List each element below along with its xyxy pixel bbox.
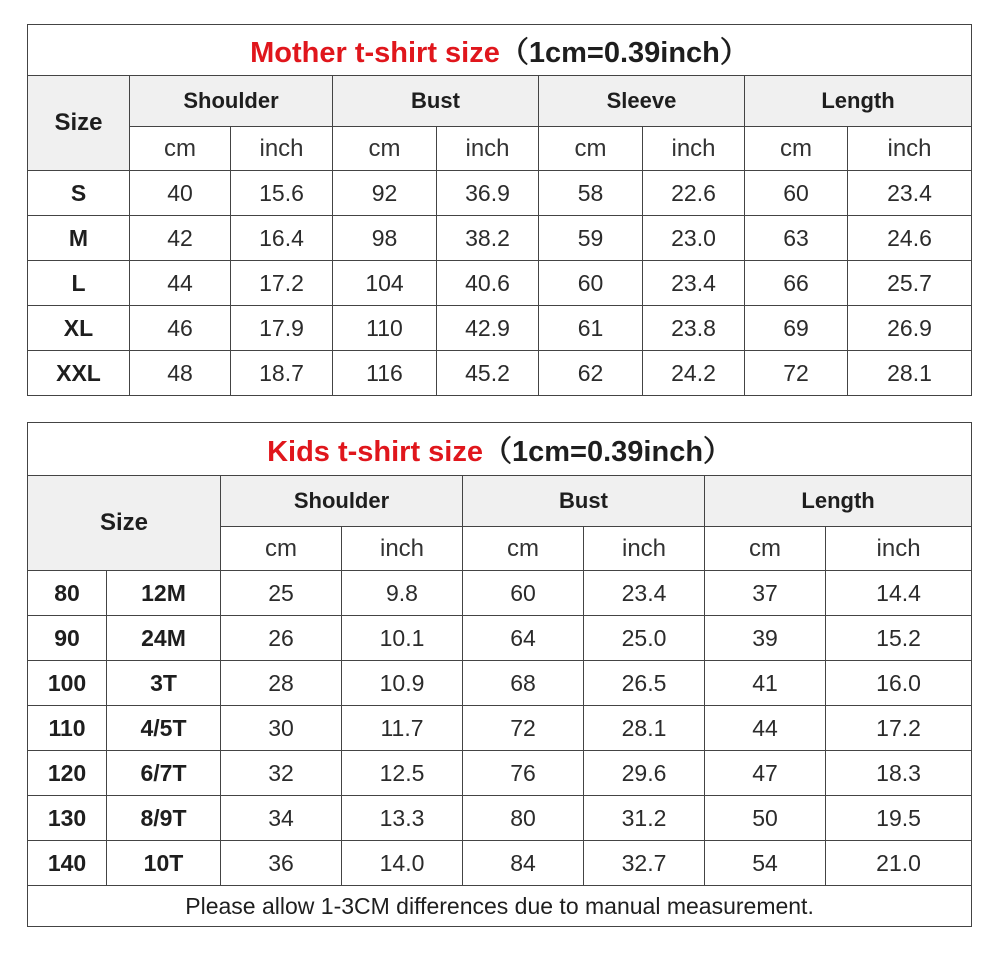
measurement-cell: 48 (130, 351, 231, 396)
measurement-cell: 29.6 (584, 751, 705, 796)
kids-title-conversion: （1cm=0.39inch） (483, 435, 733, 468)
size-label-cell: 100 (28, 661, 107, 706)
kids-size-header: Size (28, 476, 221, 571)
measurement-cell: 66 (745, 261, 848, 306)
measurement-cell: 45.2 (437, 351, 539, 396)
unit-cm-header: cm (745, 127, 848, 171)
measurement-cell: 40.6 (437, 261, 539, 306)
measurement-cell: 104 (333, 261, 437, 306)
size-label-cell: 130 (28, 796, 107, 841)
size-label-cell: XXL (28, 351, 130, 396)
mother-table-title (28, 25, 972, 76)
unit-inch-header: inch (826, 527, 972, 571)
measurement-cell: 28.1 (584, 706, 705, 751)
unit-cm-header: cm (130, 127, 231, 171)
unit-cm-header: cm (705, 527, 826, 571)
measurement-cell: 17.2 (231, 261, 333, 306)
measurement-cell: 61 (539, 306, 643, 351)
size-label-cell: S (28, 171, 130, 216)
unit-cm-header: cm (333, 127, 437, 171)
measurement-cell: 63 (745, 216, 848, 261)
measurement-cell: 28 (221, 661, 342, 706)
unit-cm-header: cm (221, 527, 342, 571)
measurement-cell: 19.5 (826, 796, 972, 841)
measurement-cell: 92 (333, 171, 437, 216)
measurement-cell: 23.4 (584, 571, 705, 616)
unit-cm-header: cm (539, 127, 643, 171)
measurement-cell: 23.4 (643, 261, 745, 306)
measurement-cell: 18.3 (826, 751, 972, 796)
measurement-cell: 15.2 (826, 616, 972, 661)
measurement-cell: 10.9 (342, 661, 463, 706)
measurement-cell: 50 (705, 796, 826, 841)
size-label-cell: 12M (107, 571, 221, 616)
table-row (28, 171, 972, 216)
measurement-cell: 16.4 (231, 216, 333, 261)
unit-inch-header: inch (848, 127, 972, 171)
unit-cm-header: cm (463, 527, 584, 571)
measurement-cell: 41 (705, 661, 826, 706)
measurement-cell: 68 (463, 661, 584, 706)
table-row (28, 351, 972, 396)
measurement-cell: 14.4 (826, 571, 972, 616)
measurement-cell: 98 (333, 216, 437, 261)
measurement-cell: 24.6 (848, 216, 972, 261)
unit-inch-header: inch (231, 127, 333, 171)
mother-group-header: Shoulder (130, 76, 333, 127)
size-label-cell: 3T (107, 661, 221, 706)
size-label-cell: 24M (107, 616, 221, 661)
measurement-cell: 14.0 (342, 841, 463, 886)
measurement-cell: 62 (539, 351, 643, 396)
measurement-cell: 36.9 (437, 171, 539, 216)
size-label-cell: 110 (28, 706, 107, 751)
size-label-cell: L (28, 261, 130, 306)
measurement-cell: 16.0 (826, 661, 972, 706)
measurement-cell: 25.0 (584, 616, 705, 661)
measurement-cell: 21.0 (826, 841, 972, 886)
measurement-cell: 72 (463, 706, 584, 751)
measurement-cell: 26.9 (848, 306, 972, 351)
unit-inch-header: inch (342, 527, 463, 571)
measurement-cell: 44 (705, 706, 826, 751)
measurement-cell: 37 (705, 571, 826, 616)
mother-group-header: Bust (333, 76, 539, 127)
kids-group-header: Bust (463, 476, 705, 527)
measurement-cell: 110 (333, 306, 437, 351)
measurement-cell: 36 (221, 841, 342, 886)
measurement-note: Please allow 1-3CM differences due to manual measurement. (28, 886, 972, 927)
mother-table-body (28, 171, 972, 396)
mother-size-table (27, 24, 972, 396)
measurement-cell: 42.9 (437, 306, 539, 351)
table-row (28, 216, 972, 261)
measurement-cell: 84 (463, 841, 584, 886)
measurement-cell: 60 (539, 261, 643, 306)
measurement-cell: 17.2 (826, 706, 972, 751)
size-label-cell: 6/7T (107, 751, 221, 796)
measurement-cell: 26.5 (584, 661, 705, 706)
measurement-cell: 11.7 (342, 706, 463, 751)
kids-table-body (28, 571, 972, 886)
measurement-cell: 58 (539, 171, 643, 216)
measurement-cell: 59 (539, 216, 643, 261)
size-label-cell: 8/9T (107, 796, 221, 841)
measurement-cell: 39 (705, 616, 826, 661)
table-row (28, 841, 972, 886)
measurement-cell: 54 (705, 841, 826, 886)
kids-table-title (28, 423, 972, 476)
measurement-cell: 24.2 (643, 351, 745, 396)
table-row (28, 306, 972, 351)
table-row (28, 751, 972, 796)
measurement-cell: 10.1 (342, 616, 463, 661)
size-label-cell: 120 (28, 751, 107, 796)
table-row (28, 571, 972, 616)
measurement-cell: 64 (463, 616, 584, 661)
measurement-cell: 44 (130, 261, 231, 306)
measurement-cell: 32.7 (584, 841, 705, 886)
kids-group-header: Shoulder (221, 476, 463, 527)
measurement-cell: 17.9 (231, 306, 333, 351)
size-label-cell: M (28, 216, 130, 261)
table-row (28, 706, 972, 751)
measurement-cell: 32 (221, 751, 342, 796)
table-row (28, 261, 972, 306)
measurement-cell: 26 (221, 616, 342, 661)
measurement-cell: 46 (130, 306, 231, 351)
measurement-cell: 60 (745, 171, 848, 216)
size-label-cell: 80 (28, 571, 107, 616)
measurement-cell: 76 (463, 751, 584, 796)
mother-group-header: Length (745, 76, 972, 127)
measurement-cell: 12.5 (342, 751, 463, 796)
mother-size-header: Size (28, 76, 130, 171)
kids-size-table (27, 422, 972, 927)
unit-inch-header: inch (643, 127, 745, 171)
measurement-cell: 47 (705, 751, 826, 796)
measurement-cell: 28.1 (848, 351, 972, 396)
kids-title-main: Kids t-shirt size (267, 435, 483, 468)
measurement-cell: 23.8 (643, 306, 745, 351)
measurement-cell: 69 (745, 306, 848, 351)
measurement-cell: 15.6 (231, 171, 333, 216)
measurement-cell: 31.2 (584, 796, 705, 841)
measurement-cell: 38.2 (437, 216, 539, 261)
measurement-cell: 23.4 (848, 171, 972, 216)
mother-title-conversion: （1cm=0.39inch） (499, 36, 749, 69)
measurement-cell: 23.0 (643, 216, 745, 261)
measurement-cell: 30 (221, 706, 342, 751)
kids-group-header: Length (705, 476, 972, 527)
size-label-cell: XL (28, 306, 130, 351)
measurement-cell: 80 (463, 796, 584, 841)
size-label-cell: 10T (107, 841, 221, 886)
unit-inch-header: inch (437, 127, 539, 171)
measurement-cell: 72 (745, 351, 848, 396)
measurement-cell: 25 (221, 571, 342, 616)
size-label-cell: 4/5T (107, 706, 221, 751)
measurement-cell: 9.8 (342, 571, 463, 616)
measurement-cell: 42 (130, 216, 231, 261)
mother-group-header: Sleeve (539, 76, 745, 127)
measurement-cell: 40 (130, 171, 231, 216)
size-label-cell: 90 (28, 616, 107, 661)
measurement-cell: 22.6 (643, 171, 745, 216)
mother-title-main: Mother t-shirt size (250, 36, 500, 69)
table-row (28, 796, 972, 841)
measurement-cell: 25.7 (848, 261, 972, 306)
table-row (28, 616, 972, 661)
unit-inch-header: inch (584, 527, 705, 571)
measurement-cell: 60 (463, 571, 584, 616)
measurement-cell: 116 (333, 351, 437, 396)
measurement-cell: 18.7 (231, 351, 333, 396)
size-label-cell: 140 (28, 841, 107, 886)
measurement-cell: 13.3 (342, 796, 463, 841)
table-row (28, 661, 972, 706)
measurement-cell: 34 (221, 796, 342, 841)
